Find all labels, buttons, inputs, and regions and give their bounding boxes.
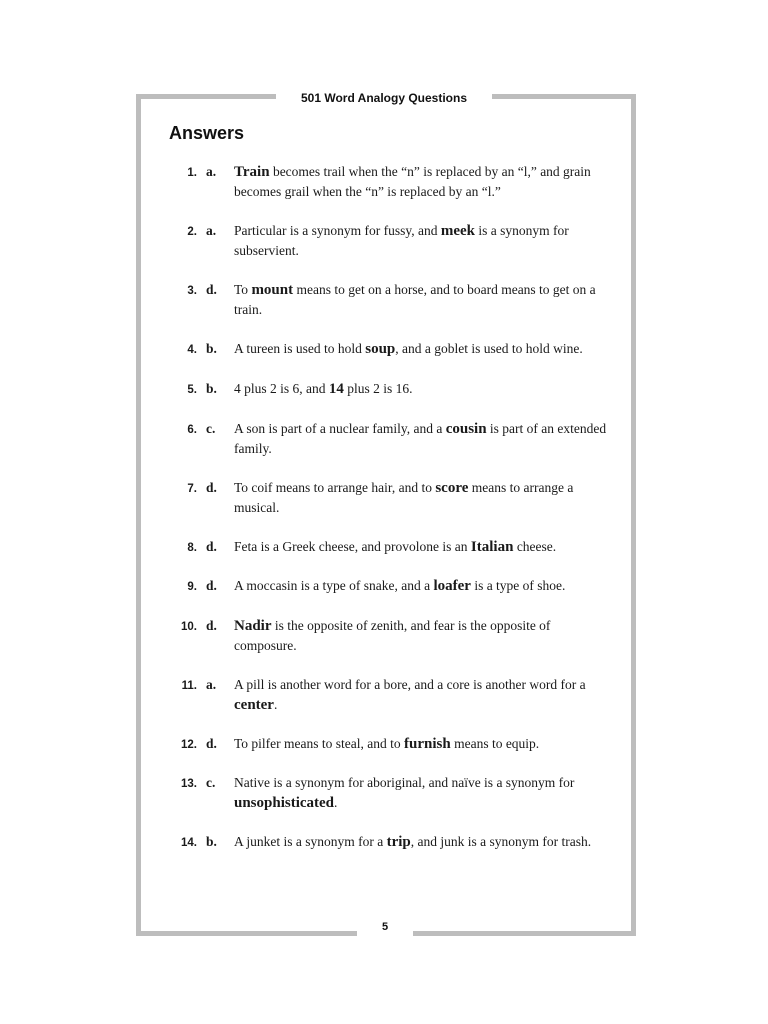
answer-explanation: [234, 280, 610, 320]
explanation-text: A pill is another word for a bore, and a core is another word for a: [234, 677, 586, 692]
answer-choice-letter: c.: [206, 421, 216, 436]
explanation-text: Feta is a Greek cheese, and provolone is an: [234, 539, 471, 554]
answer-choice-letter: d.: [206, 480, 217, 495]
key-word: 14: [328, 381, 344, 397]
answer-choice-letter: d.: [206, 618, 217, 633]
explanation-text: A tureen is used to hold: [234, 341, 366, 356]
answer-explanation: [234, 478, 610, 518]
answer-choice-letter: d.: [206, 282, 217, 297]
answer-number: 10.: [181, 621, 197, 633]
explanation-text: becomes trail when the “n” is replaced by an “l,” and grain becomes grail when the “n” is replaced by an “l.”: [234, 164, 591, 199]
key-word: score: [435, 480, 469, 496]
answer-explanation: [234, 734, 610, 754]
explanation-text: cheese.: [513, 539, 557, 554]
answer-explanation: [234, 675, 610, 715]
key-word: trip: [386, 834, 411, 850]
answer-item: [160, 537, 610, 558]
answer-explanation: [234, 773, 610, 813]
explanation-text: A junket is a synonym for a: [234, 834, 387, 849]
answer-item: [160, 832, 610, 853]
answer-choice-letter: c.: [206, 775, 216, 790]
answer-choice-letter: b.: [206, 381, 217, 396]
explanation-text: To: [234, 282, 252, 297]
answer-number: 3.: [187, 285, 197, 297]
answer-number: 2.: [187, 226, 197, 238]
explanation-text: , and a goblet is used to hold wine.: [395, 341, 583, 356]
section-title: Answers: [169, 123, 245, 143]
explanation-text: is part of an extended family.: [234, 421, 607, 456]
explanation-text: To coif means to arrange hair, and to: [234, 480, 436, 495]
answer-explanation: [234, 537, 610, 557]
answer-explanation: [234, 419, 610, 459]
answer-number: 13.: [181, 778, 197, 790]
explanation-text: , and junk is a synonym for trash.: [410, 834, 592, 849]
answer-choice-letter: a.: [206, 677, 217, 692]
explanation-text: .: [273, 697, 278, 712]
answer-explanation: [234, 616, 610, 656]
answer-choice-letter: b.: [206, 341, 217, 356]
key-word: furnish: [404, 736, 451, 752]
explanation-text: Particular is a synonym for fussy, and: [234, 223, 441, 238]
explanation-text: means to equip.: [450, 736, 540, 751]
key-word: soup: [365, 341, 396, 357]
answer-item: [160, 280, 610, 320]
answer-number: 6.: [187, 424, 197, 436]
answer-explanation: [234, 162, 610, 202]
explanation-text: To pilfer means to steal, and to: [234, 736, 405, 751]
answer-choice-letter: a.: [206, 223, 217, 238]
answer-item: [160, 379, 610, 400]
explanation-text: is a type of shoe.: [470, 578, 566, 593]
answer-item: [160, 478, 610, 518]
answer-explanation: [234, 832, 610, 852]
page-number: 5: [357, 918, 413, 936]
answer-choice-letter: d.: [206, 578, 217, 593]
answer-explanation: [234, 339, 610, 359]
key-word: center: [234, 697, 274, 713]
answer-list: [160, 162, 610, 853]
answer-number: 8.: [187, 542, 197, 554]
explanation-text: means to get on a horse, and to board means to get on a train.: [234, 282, 596, 317]
answer-item: [160, 339, 610, 360]
answer-item: [160, 162, 610, 202]
explanation-text: plus 2 is 16.: [343, 381, 413, 396]
answer-number: 5.: [187, 384, 197, 396]
answer-number: 11.: [181, 680, 197, 692]
answer-choice-letter: d.: [206, 736, 217, 751]
key-word: loafer: [433, 578, 471, 594]
answer-item: [160, 419, 610, 459]
explanation-text: A son is part of a nuclear family, and a: [234, 421, 446, 436]
answer-number: 4.: [187, 344, 197, 356]
answer-explanation: [234, 576, 610, 596]
explanation-text: A moccasin is a type of snake, and a: [234, 578, 434, 593]
answer-item: [160, 773, 610, 813]
explanation-text: .: [334, 795, 338, 810]
key-word: Train: [234, 164, 270, 180]
answer-choice-letter: a.: [206, 164, 217, 179]
explanation-text: is the opposite of zenith, and fear is the opposite of composure.: [234, 618, 551, 653]
answer-item: [160, 734, 610, 755]
key-word: cousin: [445, 421, 487, 437]
answer-number: 14.: [181, 837, 197, 849]
key-word: unsophisticated: [234, 795, 335, 811]
answer-item: [160, 616, 610, 656]
explanation-text: 4 plus 2 is 6, and: [234, 381, 329, 396]
answer-number: 1.: [187, 167, 197, 179]
explanation-text: is a synonym for subservient.: [234, 223, 569, 258]
explanation-text: means to arrange a musical.: [234, 480, 574, 515]
explanation-text: Native is a synonym for aboriginal, and naïve is a synonym for: [234, 775, 575, 790]
running-header: 501 Word Analogy Questions: [276, 88, 492, 108]
key-word: mount: [251, 282, 294, 298]
key-word: meek: [440, 223, 475, 239]
answer-number: 9.: [187, 581, 197, 593]
answer-item: [160, 576, 610, 597]
key-word: Nadir: [234, 618, 272, 634]
answer-explanation: [234, 221, 610, 261]
answer-item: [160, 221, 610, 261]
answer-explanation: [234, 379, 610, 399]
answer-choice-letter: b.: [206, 834, 217, 849]
answer-number: 12.: [181, 739, 197, 751]
answer-item: [160, 675, 610, 715]
key-word: Italian: [470, 539, 514, 555]
answer-choice-letter: d.: [206, 539, 217, 554]
answer-number: 7.: [187, 483, 197, 495]
